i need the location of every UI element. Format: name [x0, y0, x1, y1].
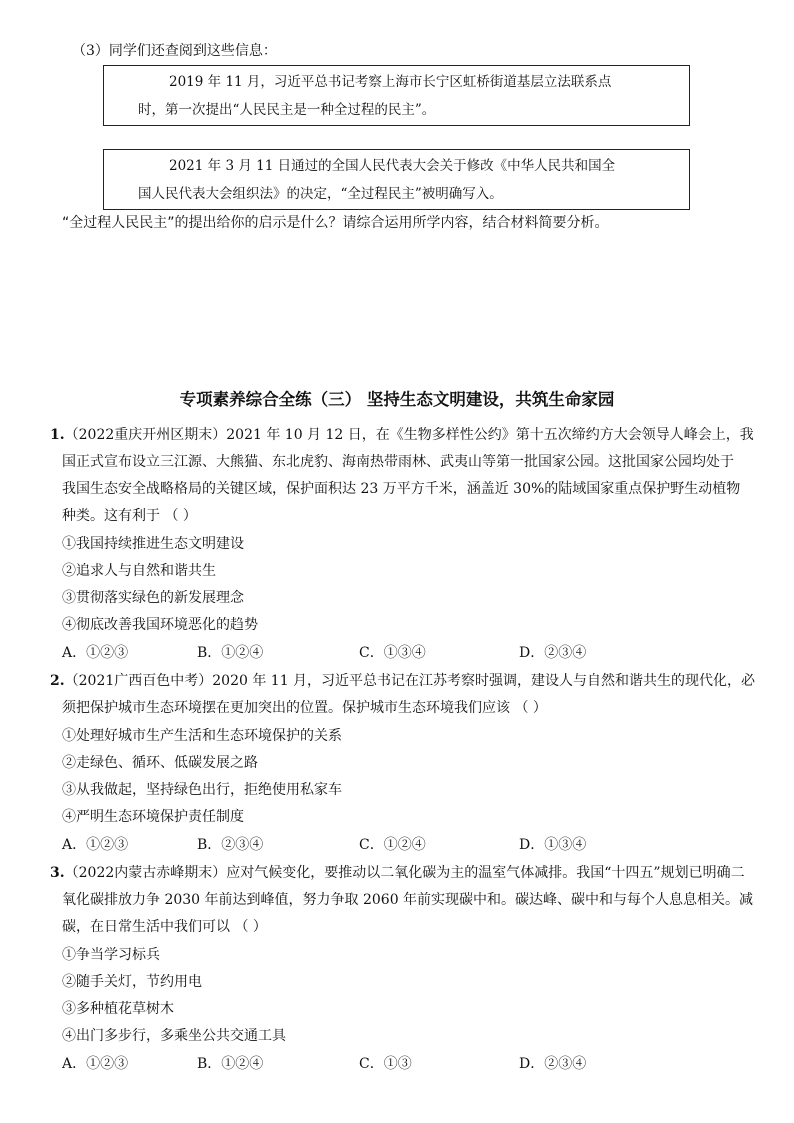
question-text: （2022内蒙古赤峰期末）应对气候变化，要推动以二氧化碳为主的温室气体减排。我国“十四五”规划已明确二 — [64, 865, 745, 881]
choice-b: B．①②④ — [197, 645, 264, 661]
material-box-2-line-2: 国人民代表大会组织法》的决定，“全过程民主”被明确写入。 — [138, 186, 503, 202]
question-1-line-1 — [50, 424, 754, 444]
option-1: ①我国持续推进生态文明建设 — [62, 536, 244, 552]
choice-d: D．②③④ — [519, 1056, 587, 1072]
choice-b: B．①②④ — [197, 1056, 264, 1072]
option-2: ②随手关灯，节约用电 — [62, 974, 202, 990]
question-number: 2. — [50, 673, 65, 689]
option-3: ③从我做起，坚持绿色出行，拒绝使用私家车 — [62, 782, 342, 798]
question-1-line-4: 种类。这有利于 （ ） — [62, 508, 197, 524]
choice-c: C．①③ — [359, 1056, 412, 1072]
question-3-line-3: 碳，在日常生活中我们可以 （ ） — [62, 919, 267, 935]
material-box-2 — [103, 149, 690, 210]
option-1: ①处理好城市生产生活和生态环境保护的关系 — [62, 728, 342, 744]
material-box-2-line-1: 2021 年 3 月 11 日通过的全国人民代表大会关于修改《中华人民共和国全 — [169, 158, 616, 174]
option-4: ④严明生态环境保护责任制度 — [62, 809, 244, 825]
option-3: ③贯彻落实绿色的新发展理念 — [62, 590, 244, 606]
material-box-1 — [103, 65, 690, 126]
question-1-line-3: 我国生态安全战略格局的关键区域，保护面积达 23 万平方千米，涵盖近 30%的陆域国家重点保护野生动植物 — [62, 481, 741, 497]
intro-question: “全过程人民民主”的提出给你的启示是什么？请综合运用所学内容，结合材料简要分析。 — [62, 215, 609, 231]
question-2-line-2: 须把保护城市生态环境摆在更加突出的位置。保护城市生态环境我们应该 （ ） — [62, 700, 547, 716]
question-2-line-1 — [50, 670, 755, 690]
question-3-line-1 — [50, 862, 745, 882]
intro-line: （3）同学们还查阅到这些信息： — [72, 43, 277, 59]
choice-a: A．①②③ — [62, 1056, 129, 1072]
option-4: ④出门多步行，多乘坐公共交通工具 — [62, 1028, 286, 1044]
option-2: ②走绿色、循环、低碳发展之路 — [62, 755, 258, 771]
option-1: ①争当学习标兵 — [62, 947, 160, 963]
section-title: 专项素养综合全练（三） 坚持生态文明建设，共筑生命家园 — [179, 390, 615, 409]
choice-a: A．①②③ — [62, 645, 129, 661]
option-4: ④彻底改善我国环境恶化的趋势 — [62, 617, 258, 633]
question-text: （2021广西百色中考）2020 年 11 月，习近平总书记在江苏考察时强调，建设人与自然和谐共生的现代化，必 — [64, 673, 756, 689]
question-3-line-2: 氧化碳排放力争 2030 年前达到峰值，努力争取 2060 年前实现碳中和。碳达峰、碳中和与每个人息息相关。减 — [62, 892, 754, 908]
option-3: ③多种植花草树木 — [62, 1001, 174, 1017]
option-2: ②追求人与自然和谐共生 — [62, 563, 216, 579]
question-number: 3. — [50, 865, 65, 881]
material-box-1-line-1: 2019 年 11 月，习近平总书记考察上海市长宁区虹桥街道基层立法联系点 — [169, 74, 612, 90]
choice-c: C．①③④ — [359, 645, 426, 661]
question-1-line-2: 国正式宣布设立三江源、大熊猫、东北虎豹、海南热带雨林、武夷山等第一批国家公园。这批国家公园均处于 — [62, 454, 734, 470]
choice-c: C．①②④ — [359, 837, 426, 853]
question-number: 1. — [50, 427, 65, 443]
question-text: （2022重庆开州区期末）2021 年 10 月 12 日，在《生物多样性公约》第十五次缔约方大会领导人峰会上，我 — [64, 427, 754, 443]
choice-a: A．①②③ — [62, 837, 129, 853]
choice-b: B．②③④ — [197, 837, 264, 853]
material-box-1-line-2: 时，第一次提出“人民民主是一种全过程的民主”。 — [138, 102, 436, 118]
choice-d: D．②③④ — [519, 645, 587, 661]
choice-d: D．①③④ — [519, 837, 587, 853]
